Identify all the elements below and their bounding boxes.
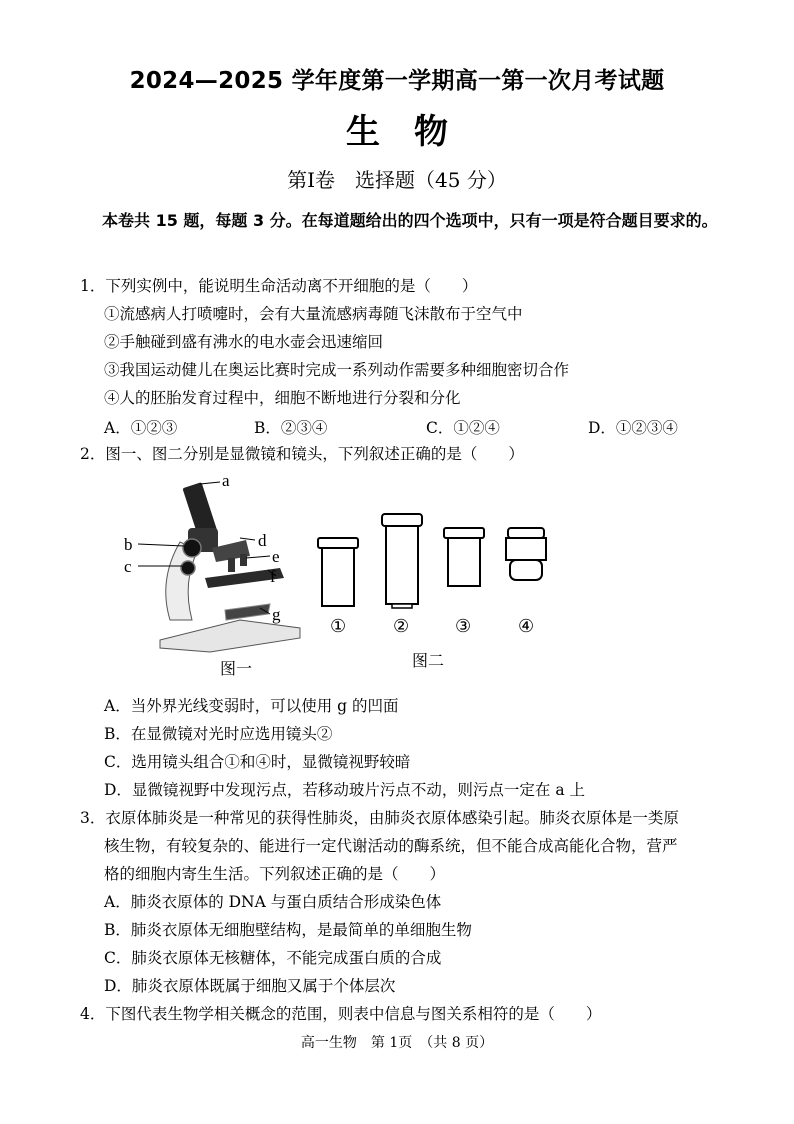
question-3-option-d[interactable]: D．肺炎衣原体既属于细胞又属于个体层次 bbox=[104, 977, 396, 995]
label-d: d bbox=[258, 531, 267, 550]
question-1-item-2: ②手触碰到盛有沸水的电水壶会迅速缩回 bbox=[104, 333, 384, 351]
lens-number-3: ③ bbox=[455, 616, 472, 637]
lens-number-4: ④ bbox=[518, 616, 535, 637]
question-1-options bbox=[104, 416, 724, 436]
exam-title: 2024—2025 学年度第一学期高一第一次月考试题 bbox=[129, 68, 665, 94]
question-1-item-3: ③我国运动健儿在奥运比赛时完成一系列动作需要多种细胞密切合作 bbox=[104, 361, 570, 379]
lens-number-1: ① bbox=[330, 616, 347, 637]
question-3-option-a[interactable]: A．肺炎衣原体的 DNA 与蛋白质结合形成染色体 bbox=[104, 893, 442, 911]
lens-number-2: ② bbox=[393, 616, 410, 637]
question-1-stem: 1．下列实例中，能说明生命活动离不开细胞的是（ ） bbox=[80, 277, 478, 295]
lens-3 bbox=[444, 528, 484, 586]
lens-2 bbox=[382, 514, 422, 608]
question-1-option-b[interactable]: B．②③④ bbox=[254, 419, 328, 437]
microscope-illustration bbox=[138, 482, 300, 652]
label-g: g bbox=[272, 605, 281, 624]
question-3-stem-line-2: 核生物，有较复杂的、能进行一定代谢活动的酶系统，但不能合成高能化合物，营严 bbox=[104, 837, 678, 855]
question-2-option-c[interactable]: C．选用镜头组合①和④时，显微镜视野较暗 bbox=[104, 753, 411, 771]
question-4-stem: 4．下图代表生物学相关概念的范围，则表中信息与图关系相符的是（ ） bbox=[80, 1005, 602, 1023]
question-2-figure bbox=[124, 470, 540, 680]
label-b: b bbox=[124, 535, 133, 554]
label-f: f bbox=[270, 567, 276, 586]
question-1-item-1: ①流感病人打喷嚏时，会有大量流感病毒随飞沫散布于空气中 bbox=[104, 305, 523, 323]
lens-4 bbox=[506, 528, 546, 580]
lens-1 bbox=[318, 538, 358, 606]
question-2-option-d[interactable]: D．显微镜视野中发现污点，若移动玻片污点不动，则污点一定在 a 上 bbox=[104, 781, 586, 799]
question-1-item-4: ④人的胚胎发育过程中，细胞不断地进行分裂和分化 bbox=[104, 389, 461, 407]
question-3-stem-line-3: 格的细胞内寄生生活。下列叙述正确的是（ ） bbox=[104, 865, 446, 883]
subject-title: 生 物 bbox=[346, 112, 448, 152]
question-1-option-a[interactable]: A．①②③ bbox=[104, 419, 178, 437]
question-2-option-a[interactable]: A．当外界光线变弱时，可以使用 g 的凹面 bbox=[104, 697, 399, 715]
question-2-option-b[interactable]: B．在显微镜对光时应选用镜头② bbox=[104, 725, 333, 743]
figure-2-caption: 图二 bbox=[412, 653, 445, 670]
instructions: 本卷共 15 题，每题 3 分。在每道题给出的四个选项中，只有一项是符合题目要求的。 bbox=[102, 211, 718, 230]
question-3-stem-line-1: 3．衣原体肺炎是一种常见的获得性肺炎，由肺炎衣原体感染引起。肺炎衣原体是一类原 bbox=[80, 809, 679, 827]
section-heading: 第Ⅰ卷 选择题（45 分） bbox=[287, 168, 507, 192]
label-a: a bbox=[222, 471, 230, 490]
label-c: c bbox=[124, 557, 132, 576]
question-3-option-c[interactable]: C．肺炎衣原体无核糖体，不能完成蛋白质的合成 bbox=[104, 949, 442, 967]
question-1-option-c[interactable]: C．①②④ bbox=[426, 419, 500, 437]
question-1-option-d[interactable]: D．①②③④ bbox=[588, 419, 678, 437]
page-footer: 高一生物 第 1页 （共 8 页） bbox=[300, 1035, 494, 1051]
figure-1-caption: 图一 bbox=[220, 661, 253, 678]
label-e: e bbox=[272, 547, 280, 566]
question-2-stem: 2．图一、图二分别是显微镜和镜头，下列叙述正确的是（ ） bbox=[80, 445, 524, 463]
question-3-option-b[interactable]: B．肺炎衣原体无细胞壁结构，是最简单的单细胞生物 bbox=[104, 921, 472, 939]
